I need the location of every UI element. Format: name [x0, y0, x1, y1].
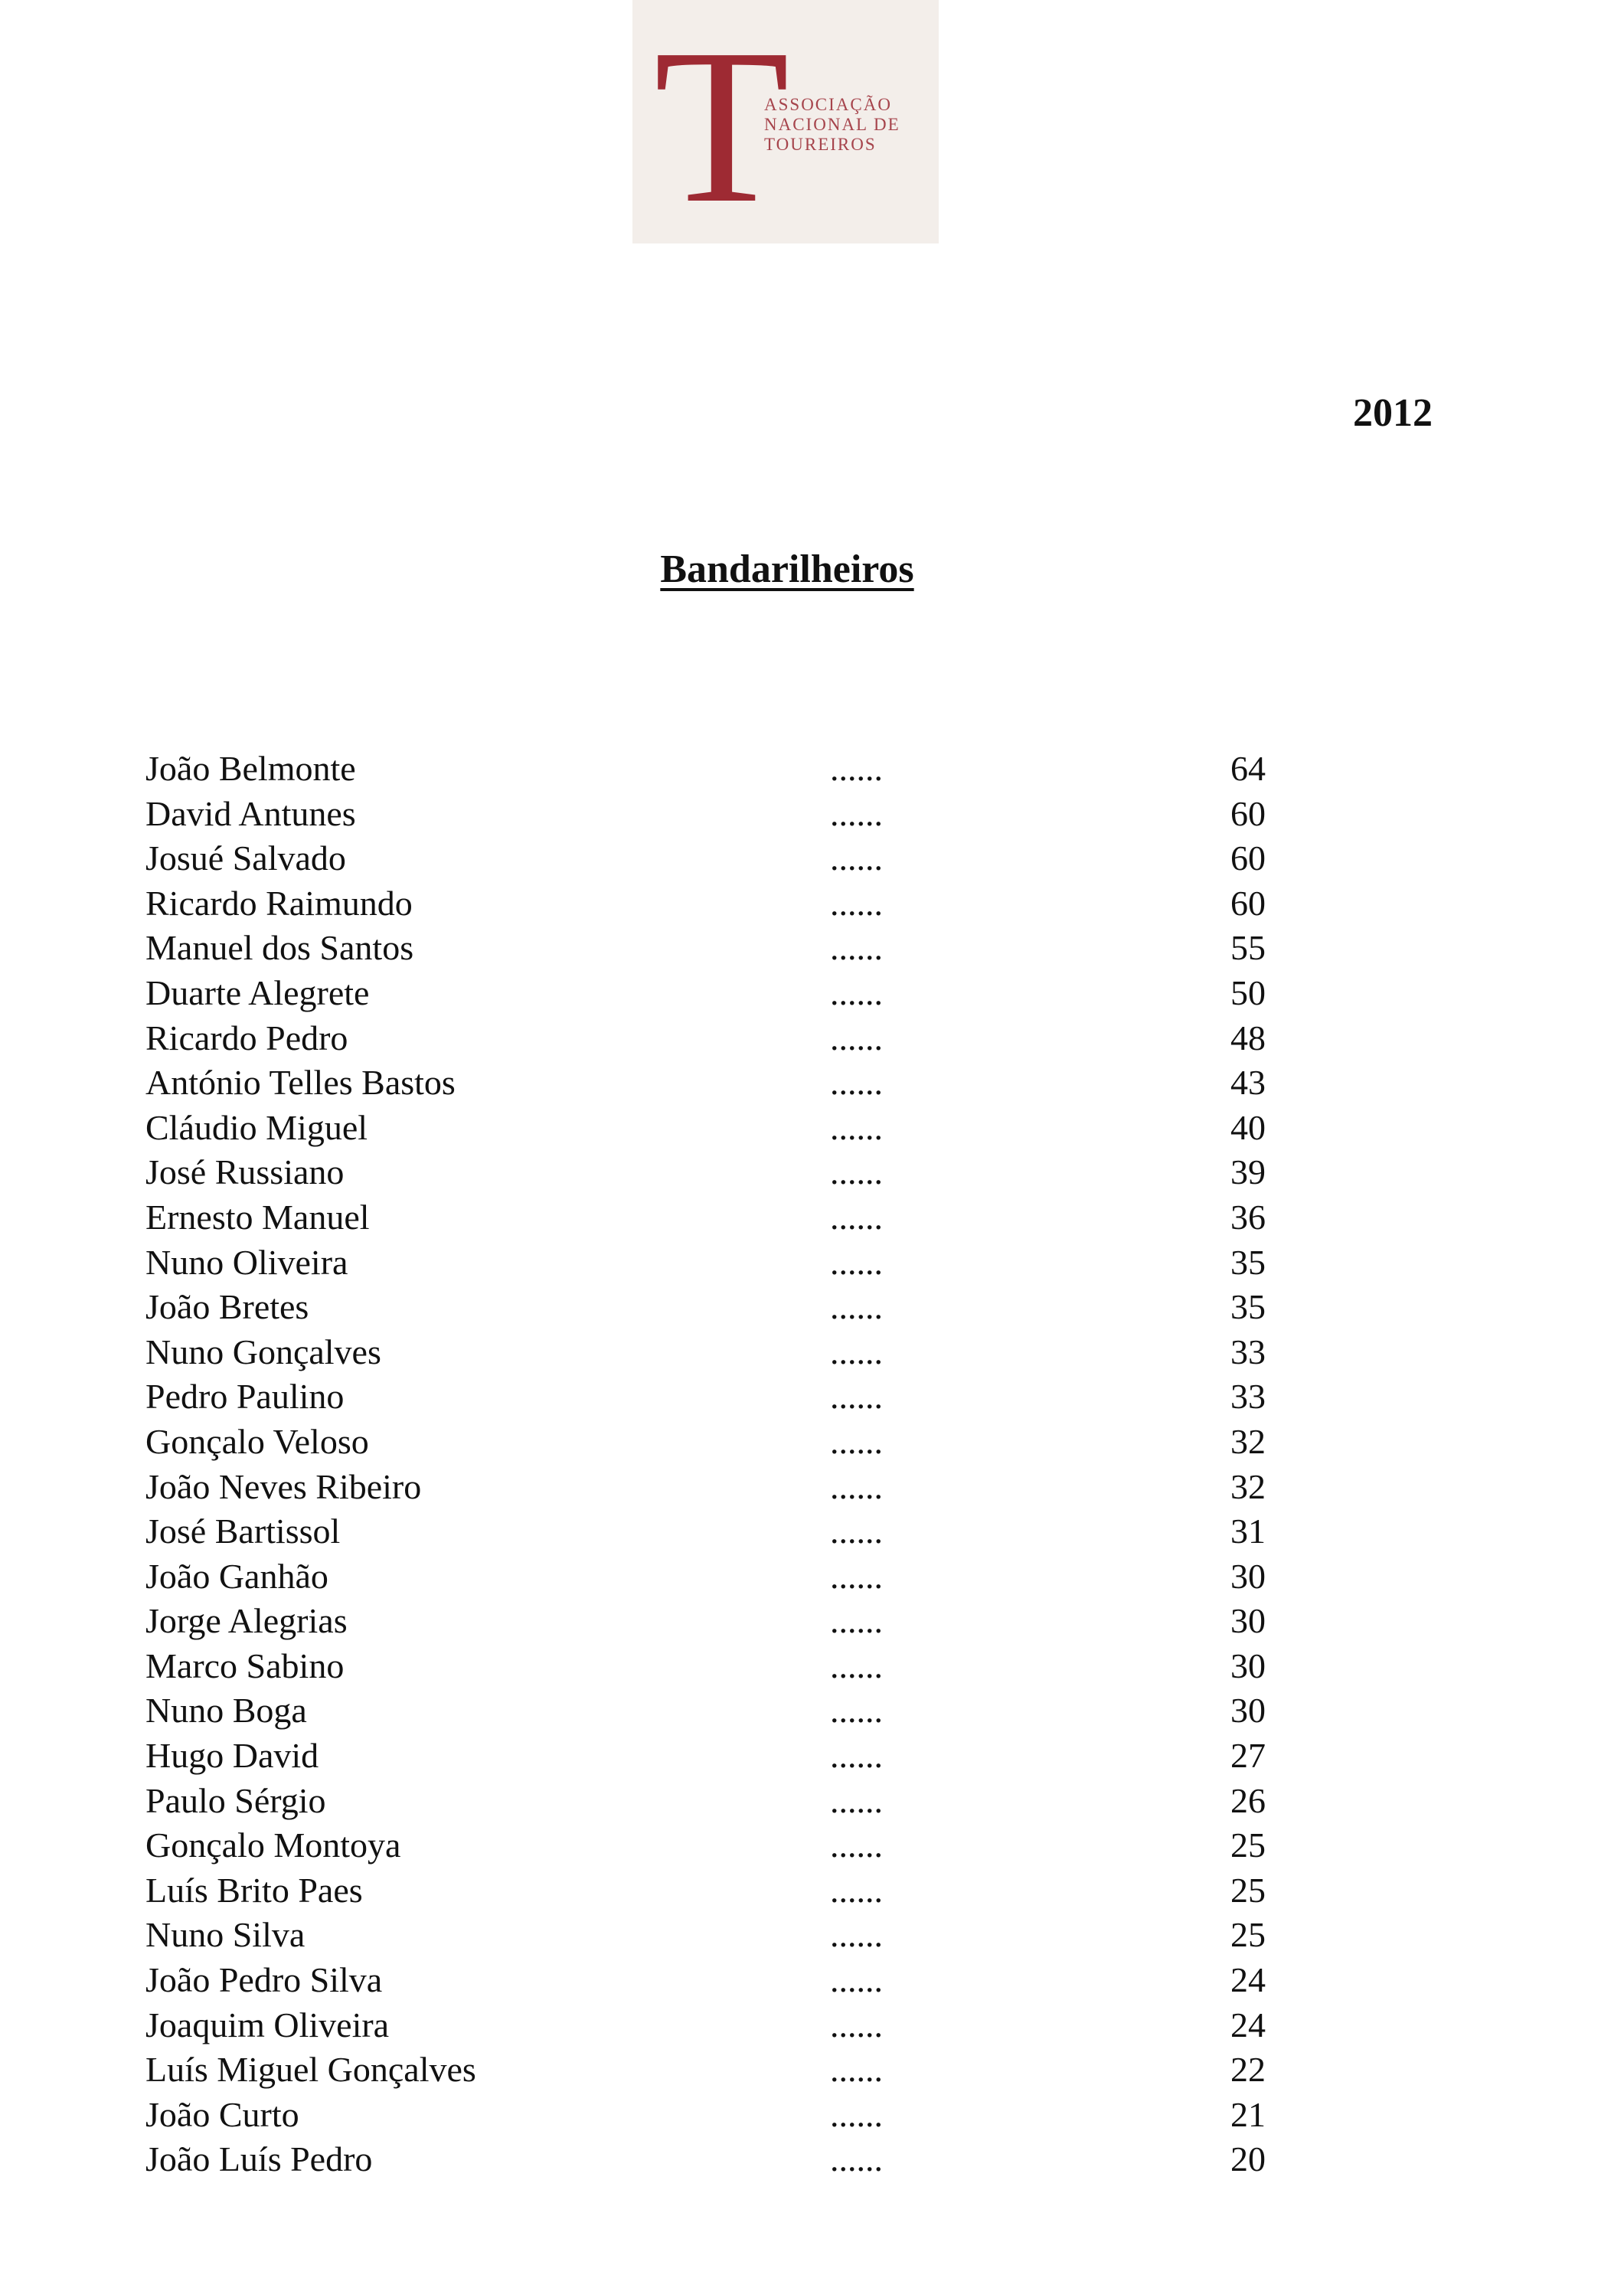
bandarilheiro-score: 33	[1230, 1332, 1266, 1371]
bandarilheiro-name: António Telles Bastos	[145, 1063, 456, 1103]
dot-leader: ......	[830, 1512, 883, 1551]
bandarilheiro-name: Manuel dos Santos	[145, 928, 414, 968]
dot-leader: ......	[830, 1377, 883, 1417]
bandarilheiro-name: João Belmonte	[145, 749, 356, 788]
bandarilheiro-name: Nuno Boga	[145, 1691, 307, 1731]
bandarilheiro-score: 31	[1230, 1512, 1266, 1551]
bandarilheiro-score: 60	[1230, 793, 1266, 833]
dot-leader: ......	[830, 1287, 883, 1327]
dot-leader: ......	[830, 2094, 883, 2134]
bandarilheiro-name: José Bartissol	[145, 1512, 341, 1551]
bandarilheiro-name: Jorge Alegrias	[145, 1601, 348, 1641]
list-item	[0, 2003, 1624, 2048]
list-item	[0, 1240, 1624, 1286]
list-item	[0, 1061, 1624, 1106]
bandarilheiro-score: 30	[1230, 1601, 1266, 1641]
list-item	[0, 1958, 1624, 2003]
bandarilheiro-name: Ernesto Manuel	[145, 1197, 370, 1237]
bandarilheiro-name: João Luís Pedro	[145, 2139, 373, 2179]
list-item	[0, 1554, 1624, 1600]
list-item	[0, 1285, 1624, 1330]
bandarilheiro-name: Nuno Gonçalves	[145, 1332, 381, 1371]
dot-leader: ......	[830, 1601, 883, 1641]
bandarilheiro-name: Ricardo Raimundo	[145, 883, 413, 923]
bandarilheiro-score: 60	[1230, 838, 1266, 878]
bandarilheiro-score: 35	[1230, 1287, 1266, 1327]
list-item	[0, 1734, 1624, 1779]
bandarilheiro-name: Joaquim Oliveira	[145, 2005, 390, 2044]
dot-leader: ......	[830, 1736, 883, 1776]
page-title-text: Bandarilheiros	[660, 547, 914, 591]
bandarilheiro-score: 25	[1230, 1870, 1266, 1910]
dot-leader: ......	[830, 1915, 883, 1955]
dot-leader: ......	[830, 838, 883, 878]
list-item	[0, 1644, 1624, 1689]
list-item	[0, 1195, 1624, 1240]
dot-leader: ......	[830, 749, 883, 788]
list-item	[0, 836, 1624, 881]
bandarilheiro-score: 32	[1230, 1466, 1266, 1506]
bandarilheiro-name: Gonçalo Montoya	[145, 1825, 401, 1865]
list-item	[0, 747, 1624, 792]
bandarilheiro-score: 22	[1230, 2050, 1266, 2090]
list-item	[0, 2093, 1624, 2138]
list-item	[0, 1823, 1624, 1868]
dot-leader: ......	[830, 1107, 883, 1147]
bandarilheiro-name: Marco Sabino	[145, 1646, 345, 1685]
bandarilheiro-score: 27	[1230, 1736, 1266, 1776]
document-year: 2012	[1353, 391, 1433, 435]
dot-leader: ......	[830, 1825, 883, 1865]
bandarilheiro-name: Ricardo Pedro	[145, 1018, 348, 1057]
bandarilheiro-name: Luís Brito Paes	[145, 1870, 363, 1910]
list-item	[0, 1868, 1624, 1914]
dot-leader: ......	[830, 1646, 883, 1685]
dot-leader: ......	[830, 1197, 883, 1237]
bandarilheiro-name: João Ganhão	[145, 1556, 328, 1596]
list-item	[0, 1509, 1624, 1554]
bandarilheiro-score: 21	[1230, 2094, 1266, 2134]
dot-leader: ......	[830, 1332, 883, 1371]
bandarilheiro-score: 33	[1230, 1377, 1266, 1417]
list-item	[0, 1330, 1624, 1375]
bandarilheiro-name: João Pedro Silva	[145, 1960, 383, 2000]
bandarilheiro-score: 43	[1230, 1063, 1266, 1103]
dot-leader: ......	[830, 1870, 883, 1910]
list-item	[0, 881, 1624, 927]
bandarilheiro-score: 64	[1230, 749, 1266, 788]
bandarilheiro-name: Pedro Paulino	[145, 1377, 345, 1417]
list-item	[0, 1106, 1624, 1151]
list-item	[0, 2048, 1624, 2093]
dot-leader: ......	[830, 1018, 883, 1057]
list-item	[0, 792, 1624, 837]
dot-leader: ......	[830, 1152, 883, 1192]
bandarilheiro-name: Hugo David	[145, 1736, 319, 1776]
dot-leader: ......	[830, 928, 883, 968]
bandarilheiro-name: João Bretes	[145, 1287, 309, 1327]
dot-leader: ......	[830, 2050, 883, 2090]
list-item	[0, 1016, 1624, 1061]
association-logo	[632, 0, 939, 243]
bandarilheiro-score: 30	[1230, 1691, 1266, 1731]
bandarilheiro-score: 25	[1230, 1825, 1266, 1865]
bandarilheiro-score: 26	[1230, 1780, 1266, 1820]
list-item	[0, 971, 1624, 1016]
bandarilheiro-score: 25	[1230, 1915, 1266, 1955]
bandarilheiro-score: 20	[1230, 2139, 1266, 2179]
bandarilheiro-score: 30	[1230, 1556, 1266, 1596]
logo-line-3: TOUREIROS	[764, 135, 877, 154]
bandarilheiro-name: João Neves Ribeiro	[145, 1466, 422, 1506]
bandarilheiro-name: Gonçalo Veloso	[145, 1421, 369, 1461]
dot-leader: ......	[830, 2005, 883, 2044]
bandarilheiro-score: 50	[1230, 972, 1266, 1012]
list-item	[0, 1779, 1624, 1824]
bandarilheiro-score: 24	[1230, 1960, 1266, 2000]
bandarilheiro-name: Paulo Sérgio	[145, 1780, 326, 1820]
list-item	[0, 1374, 1624, 1420]
list-item	[0, 926, 1624, 971]
bandarilheiro-score: 32	[1230, 1421, 1266, 1461]
ranking-list	[0, 747, 1624, 2182]
bandarilheiro-name: Cláudio Miguel	[145, 1107, 368, 1147]
bandarilheiro-score: 36	[1230, 1197, 1266, 1237]
bandarilheiro-score: 35	[1230, 1242, 1266, 1282]
list-item	[0, 1688, 1624, 1734]
dot-leader: ......	[830, 1960, 883, 2000]
dot-leader: ......	[830, 1780, 883, 1820]
bandarilheiro-name: João Curto	[145, 2094, 299, 2134]
dot-leader: ......	[830, 972, 883, 1012]
bandarilheiro-score: 55	[1230, 928, 1266, 968]
list-item	[0, 1465, 1624, 1510]
logo-letter: T	[654, 3, 790, 243]
bandarilheiro-score: 40	[1230, 1107, 1266, 1147]
bandarilheiro-score: 60	[1230, 883, 1266, 923]
logo-line-2: NACIONAL DE	[764, 115, 900, 134]
bandarilheiro-name: David Antunes	[145, 793, 356, 833]
bandarilheiro-name: José Russiano	[145, 1152, 345, 1192]
dot-leader: ......	[830, 1063, 883, 1103]
dot-leader: ......	[830, 793, 883, 833]
dot-leader: ......	[830, 1421, 883, 1461]
bandarilheiro-score: 48	[1230, 1018, 1266, 1057]
dot-leader: ......	[830, 2139, 883, 2179]
logo-line-1: ASSOCIAÇÃO	[764, 95, 892, 114]
bandarilheiro-name: Luís Miguel Gonçalves	[145, 2050, 476, 2090]
dot-leader: ......	[830, 883, 883, 923]
dot-leader: ......	[830, 1242, 883, 1282]
dot-leader: ......	[830, 1466, 883, 1506]
bandarilheiro-name: Duarte Alegrete	[145, 972, 370, 1012]
page-title	[0, 545, 1574, 594]
list-item	[0, 1599, 1624, 1644]
list-item	[0, 1150, 1624, 1195]
bandarilheiro-score: 30	[1230, 1646, 1266, 1685]
list-item	[0, 2137, 1624, 2182]
bandarilheiro-name: Nuno Silva	[145, 1915, 306, 1955]
bandarilheiro-score: 39	[1230, 1152, 1266, 1192]
dot-leader: ......	[830, 1691, 883, 1731]
bandarilheiro-score: 24	[1230, 2005, 1266, 2044]
list-item	[0, 1420, 1624, 1465]
list-item	[0, 1913, 1624, 1958]
bandarilheiro-name: Nuno Oliveira	[145, 1242, 348, 1282]
bandarilheiro-name: Josué Salvado	[145, 838, 346, 878]
dot-leader: ......	[830, 1556, 883, 1596]
